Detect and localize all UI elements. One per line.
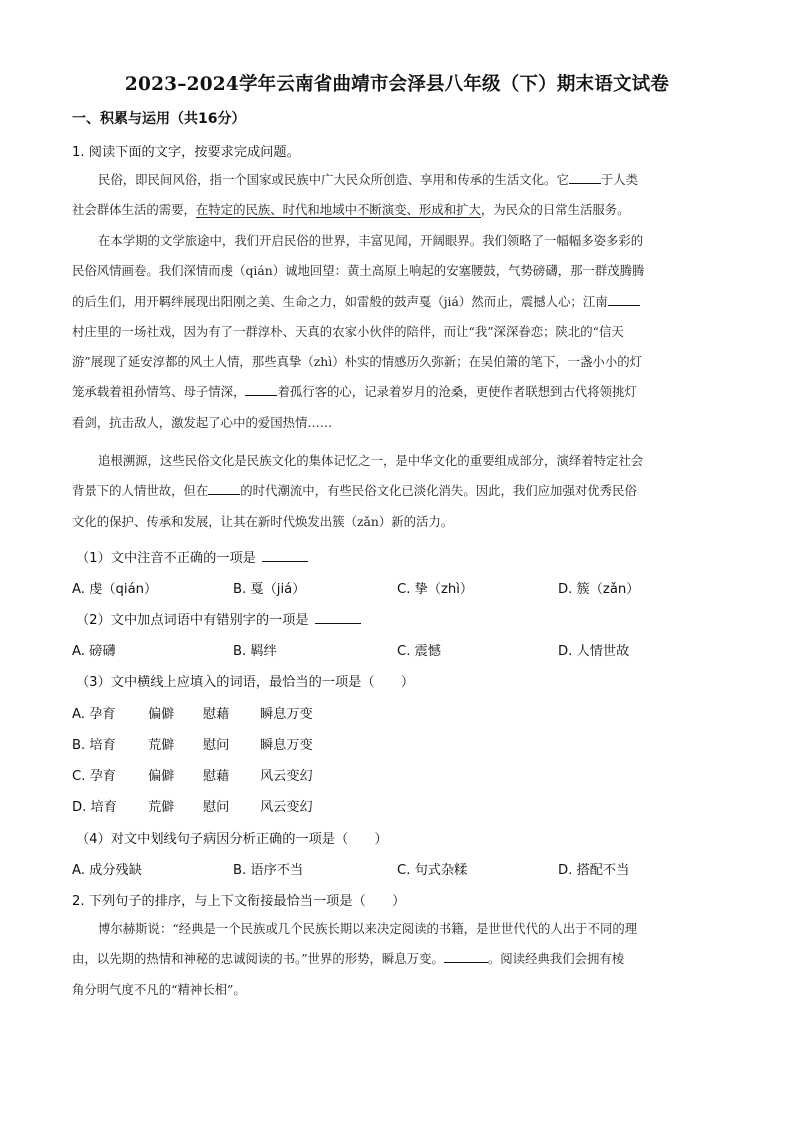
passage-line: 社会群体生活的需要，在特定的民族、时代和地域中不断演变、形成和扩大，为民众的日常生活服务。	[72, 202, 630, 218]
fill-blank	[444, 948, 488, 963]
option-d[interactable]: D. 簇（zǎn）	[558, 582, 640, 597]
passage-line: 在本学期的文学旅途中，我们开启民俗的世界，丰富见闻，开阔眼界。我们领略了一幅幅多姿多彩的	[98, 233, 644, 248]
sub-question-3-option-b[interactable]: B. 培育 荒僻 慰问 瞬息万变	[72, 738, 313, 753]
option-d[interactable]: D. 人情世故	[558, 644, 630, 659]
passage-line: 的后生们，用开羁绊展现出阳刚之美、生命之力，如雷般的鼓声戛（jiá）然而止，震撼人心；江南	[72, 287, 722, 317]
sub-question-1-options	[72, 578, 732, 598]
question-2-stem: 2. 下列句子的排序，与上下文衔接最恰当一项是（ ）	[72, 894, 406, 909]
passage-paragraph-2	[72, 226, 722, 438]
fill-blank	[608, 291, 640, 306]
passage-line: 游”展现了延安淳都的风土人情，那些真挚（zhì）朴实的情感历久弥新；在吴伯箫的笔下，一盏小小的灯	[72, 354, 642, 370]
sub-question-3-option-c[interactable]: C. 孕育 偏僻 慰藉 风云变幻	[72, 769, 313, 784]
passage-line: 民俗风情画卷。我们深情而虔（qián）诚地回望：黄土高原上响起的安塞腰鼓，气势磅礴，那一群茂腾腾	[72, 263, 645, 279]
question-1-stem: 1. 阅读下面的文字，按要求完成问题。	[72, 145, 300, 160]
answer-blank[interactable]	[262, 548, 308, 562]
passage-paragraph-1	[72, 165, 722, 226]
passage-line: 追根溯源，这些民俗文化是民族文化的集体记忆之一，是中华文化的重要组成部分，演绎着特定社会	[98, 453, 644, 468]
sub-question-4-options	[72, 859, 732, 879]
option-a[interactable]: A. 磅礴	[72, 644, 116, 659]
fill-blank	[569, 169, 601, 184]
option-a[interactable]: A. 虔（qián）	[72, 582, 158, 597]
passage-line: 背景下的人情世故，但在 的时代潮流中，有些民俗文化已淡化消失。因此，我们应加强对优秀民俗	[72, 476, 722, 506]
option-a[interactable]: A. 成分残缺	[72, 863, 142, 878]
passage-line: 笼承载着祖孙情笃、母子情深， 着孤行客的心，记录着岁月的沧桑，更使作者联想到古代将领挑灯	[72, 377, 722, 407]
sub-question-2-options	[72, 640, 732, 660]
fill-blank	[208, 480, 240, 495]
question-2-passage	[72, 914, 722, 1005]
option-c[interactable]: C. 句式杂糅	[397, 863, 468, 878]
passage-line: 文化的保护、传承和发展，让其在新时代焕发出簇（zǎn）新的活力。	[72, 513, 454, 529]
passage-line: 民俗，即民间风俗，指一个国家或民族中广大民众所创造、享用和传承的生活文化。它 于人类	[72, 165, 722, 195]
option-b[interactable]: B. 戛（jiá）	[233, 582, 306, 597]
passage-line: 博尔赫斯说：“经典是一个民族或几个民族长期以来决定阅读的书籍，是世世代代的人出于不同的理	[98, 921, 638, 936]
passage-line: 村庄里的一场社戏，因为有了一群淳朴、天真的农家小伙伴的陪伴，而让“我”深深眷恋；陕北的“信天	[72, 323, 624, 339]
sub-question-3: （3）文中横线上应填入的词语，最恰当的一项是（ ）	[76, 675, 415, 690]
underlined-sentence: 在特定的民族、时代和地域中不断演变、形成和扩大	[195, 202, 481, 218]
fill-blank	[245, 381, 277, 396]
sub-question-3-option-a[interactable]: A. 孕育 偏僻 慰藉 瞬息万变	[72, 707, 313, 722]
option-c[interactable]: C. 挚（zhì）	[397, 582, 474, 597]
option-d[interactable]: D. 搭配不当	[558, 863, 630, 878]
section-heading: 一、积累与运用（共16分）	[72, 111, 246, 127]
option-b[interactable]: B. 语序不当	[233, 863, 304, 878]
option-b[interactable]: B. 羁绊	[233, 644, 277, 659]
sub-question-2: （2）文中加点词语中有错别字的一项是	[76, 609, 361, 628]
passage-line: 角分明气度不凡的“精神长相”。	[72, 981, 246, 997]
sub-question-4: （4）对文中划线句子病因分析正确的一项是（ ）	[76, 832, 388, 847]
exam-title: 2023–2024学年云南省曲靖市会泽县八年级（下）期末语文试卷	[124, 74, 670, 95]
passage-paragraph-3	[72, 446, 722, 537]
option-c[interactable]: C. 震憾	[397, 644, 441, 659]
sub-question-3-option-d[interactable]: D. 培育 荒僻 慰问 风云变幻	[72, 800, 313, 815]
answer-blank[interactable]	[315, 610, 361, 624]
sub-question-1: （1）文中注音不正确的一项是	[76, 547, 308, 566]
passage-line: 看剑，抗击敌人，激发起了心中的爱国热情……	[72, 414, 333, 430]
passage-line: 由，以先期的热情和神秘的忠诚阅读的书。”世界的形势，瞬息万变。 。阅读经典我们会拥有棱	[72, 944, 722, 974]
